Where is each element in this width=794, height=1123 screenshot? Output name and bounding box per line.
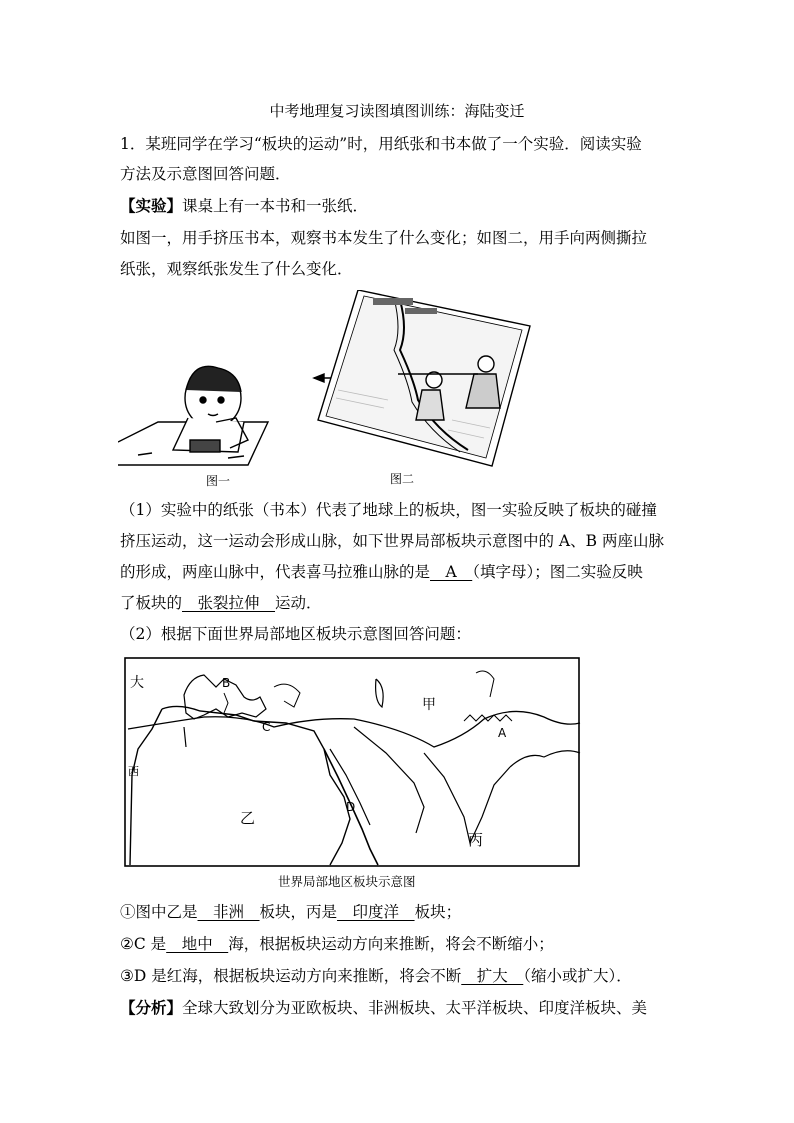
answer-3-suffix: （缩小或扩大）． xyxy=(523,967,632,985)
experiment-line xyxy=(120,196,680,216)
answer-1-line xyxy=(120,902,680,922)
map-caption: 世界局部地区板块示意图 xyxy=(278,874,416,889)
part-1-line-2: 挤压运动，这一运动会形成山脉，如下世界局部板块示意图中的 A、B 两座山脉 xyxy=(120,532,664,550)
answer-2-prefix: ②C 是 xyxy=(120,935,167,953)
experiment-text: 课桌上有一本书和一张纸． xyxy=(182,197,369,215)
plate-map xyxy=(124,657,582,869)
answer-1-middle: 板块，丙是 xyxy=(259,903,338,921)
figure-1-caption: 图一 xyxy=(206,474,231,488)
part-1-line-4-prefix: 了板块的 xyxy=(120,594,183,612)
part-1-line-4 xyxy=(120,593,680,613)
answer-c-sea: 地中 xyxy=(166,935,229,953)
map-label-da: 大 xyxy=(130,675,144,691)
plate-map-figure xyxy=(124,657,582,869)
part-1-line-3 xyxy=(120,562,680,582)
experiment-desc-line-2: 纸张，观察纸张发生了什么变化． xyxy=(120,260,353,278)
experiment-illustration xyxy=(118,290,678,490)
map-label-a: A xyxy=(498,726,507,740)
torn-paper-illustration xyxy=(318,290,530,466)
experiment-desc-line-1: 如图一，用手挤压书本，观察书本发生了什么变化；如图二，用手向两侧撕拉 xyxy=(120,229,648,247)
question-1-line-1: 1．某班同学在学习“板块的运动”时，用纸张和书本做了一个实验．阅读实验 xyxy=(120,135,642,153)
figure-2-caption: 图二 xyxy=(390,472,415,486)
answer-1-suffix: 板块； xyxy=(414,903,462,921)
answer-3-prefix: ③D 是红海，根据板块运动方向来推断，将会不断 xyxy=(120,967,462,985)
boy-pressing-book-illustration xyxy=(118,366,268,465)
part-1-line-3-suffix: （填字母）；图二实验反映 xyxy=(472,563,643,581)
map-frame xyxy=(125,658,579,866)
map-label-b: B xyxy=(222,676,231,690)
part-2-intro: （2）根据下面世界局部地区板块示意图回答问题： xyxy=(120,625,471,643)
map-label-jia: 甲 xyxy=(422,697,436,713)
answer-rift-motion: 张裂拉伸 xyxy=(182,594,276,612)
answer-2-suffix: 海，根据板块运动方向来推断，将会不断缩小； xyxy=(228,935,554,953)
part-1-line-1: （1）实验中的纸张（书本）代表了地球上的板块，图一实验反映了板块的碰撞 xyxy=(120,501,657,519)
answer-3-line xyxy=(120,966,680,986)
map-label-d: D xyxy=(346,800,356,814)
answer-himalaya-letter: A xyxy=(430,563,473,581)
analysis-line xyxy=(120,998,680,1018)
answer-yi-plate: 非洲 xyxy=(197,903,260,921)
question-1-line-2: 方法及示意图回答问题． xyxy=(120,165,291,183)
part-1-line-4-suffix: 运动． xyxy=(275,594,322,612)
page-title: 中考地理复习读图填图训练：海陆变迁 xyxy=(269,102,525,120)
part-1-line-3-prefix: 的形成，两座山脉中，代表喜马拉雅山脉的是 xyxy=(120,563,431,581)
map-label-xi: 西 xyxy=(128,765,139,778)
map-label-bing: 丙 xyxy=(468,831,484,849)
answer-bing-plate: 印度洋 xyxy=(337,903,415,921)
answer-2-line xyxy=(120,934,680,954)
map-label-yi: 乙 xyxy=(240,809,256,827)
experiment-figure xyxy=(118,290,678,490)
analysis-tag: 【分析】 xyxy=(120,998,183,1017)
map-label-c: C xyxy=(262,720,271,734)
experiment-tag: 【实验】 xyxy=(120,196,183,215)
answer-1-prefix: ①图中乙是 xyxy=(120,903,198,921)
analysis-text: 全球大致划分为亚欧板块、非洲板块、太平洋板块、印度洋板块、美 xyxy=(182,999,648,1017)
answer-d-trend: 扩大 xyxy=(461,967,524,985)
